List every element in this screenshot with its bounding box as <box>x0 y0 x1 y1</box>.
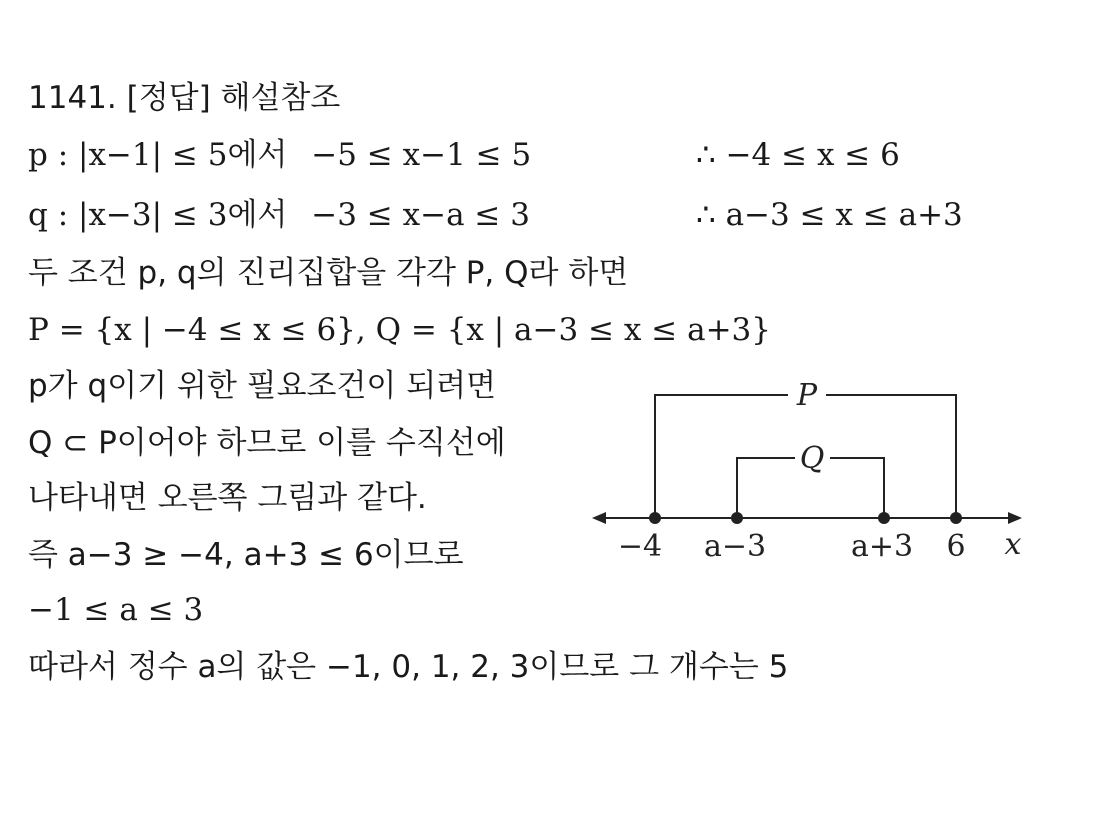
tick-label-minus-4: −4 <box>617 529 663 564</box>
truth-set-intro: 두 조건 p, q의 진리집합을 각각 P, Q라 하면 <box>28 255 629 291</box>
condition-p-lhs: p : |x−1| ≤ 5 <box>28 137 228 173</box>
inequality-line: 즉 a−3 ≥ −4, a+3 ≤ 6이므로 <box>28 537 464 573</box>
answer-header: 1141. [정답] 해설참조 <box>28 80 341 116</box>
condition-q-line <box>28 195 1068 235</box>
axis-label-x: x <box>1004 527 1022 562</box>
set-q-label: Q <box>799 441 825 476</box>
range-line: −1 ≤ a ≤ 3 <box>28 592 204 628</box>
condition-p-line <box>28 135 1068 175</box>
condition-q-lhs: q : |x−3| ≤ 3 <box>28 197 228 233</box>
number-line-diagram <box>580 370 1040 590</box>
picture-reference-line: 나타내면 오른쪽 그림과 같다. <box>28 480 427 516</box>
condition-q-result: ∴ a−3 ≤ x ≤ a+3 <box>696 197 963 233</box>
subset-line: Q ⊂ P이어야 하므로 이를 수직선에 <box>28 425 506 461</box>
tick-label-6: 6 <box>946 529 966 564</box>
point-6 <box>950 512 962 524</box>
tick-label-a-plus-3: a+3 <box>850 529 914 564</box>
condition-q-expr: −3 ≤ x−a ≤ 3 <box>311 197 530 233</box>
axis-right-arrow <box>1008 512 1022 524</box>
point-a-plus-3 <box>878 512 890 524</box>
set-p-label: P <box>796 378 818 413</box>
condition-q-mid: 에서 <box>227 197 288 233</box>
condition-p-expr: −5 ≤ x−1 ≤ 5 <box>311 137 532 173</box>
condition-p-mid: 에서 <box>227 137 288 173</box>
necessary-condition-line: p가 q이기 위한 필요조건이 되려면 <box>28 368 497 404</box>
point-a-minus-3 <box>731 512 743 524</box>
point-minus-4 <box>649 512 661 524</box>
condition-p-result: ∴ −4 ≤ x ≤ 6 <box>696 137 900 173</box>
tick-label-a-minus-3: a−3 <box>703 529 767 564</box>
axis-left-arrow <box>592 512 606 524</box>
truth-set-definition: P = {x | −4 ≤ x ≤ 6}, Q = {x | a−3 ≤ x ≤ a+3} <box>28 312 771 348</box>
answer-line: 따라서 정수 a의 값은 −1, 0, 1, 2, 3이므로 그 개수는 5 <box>28 649 789 685</box>
